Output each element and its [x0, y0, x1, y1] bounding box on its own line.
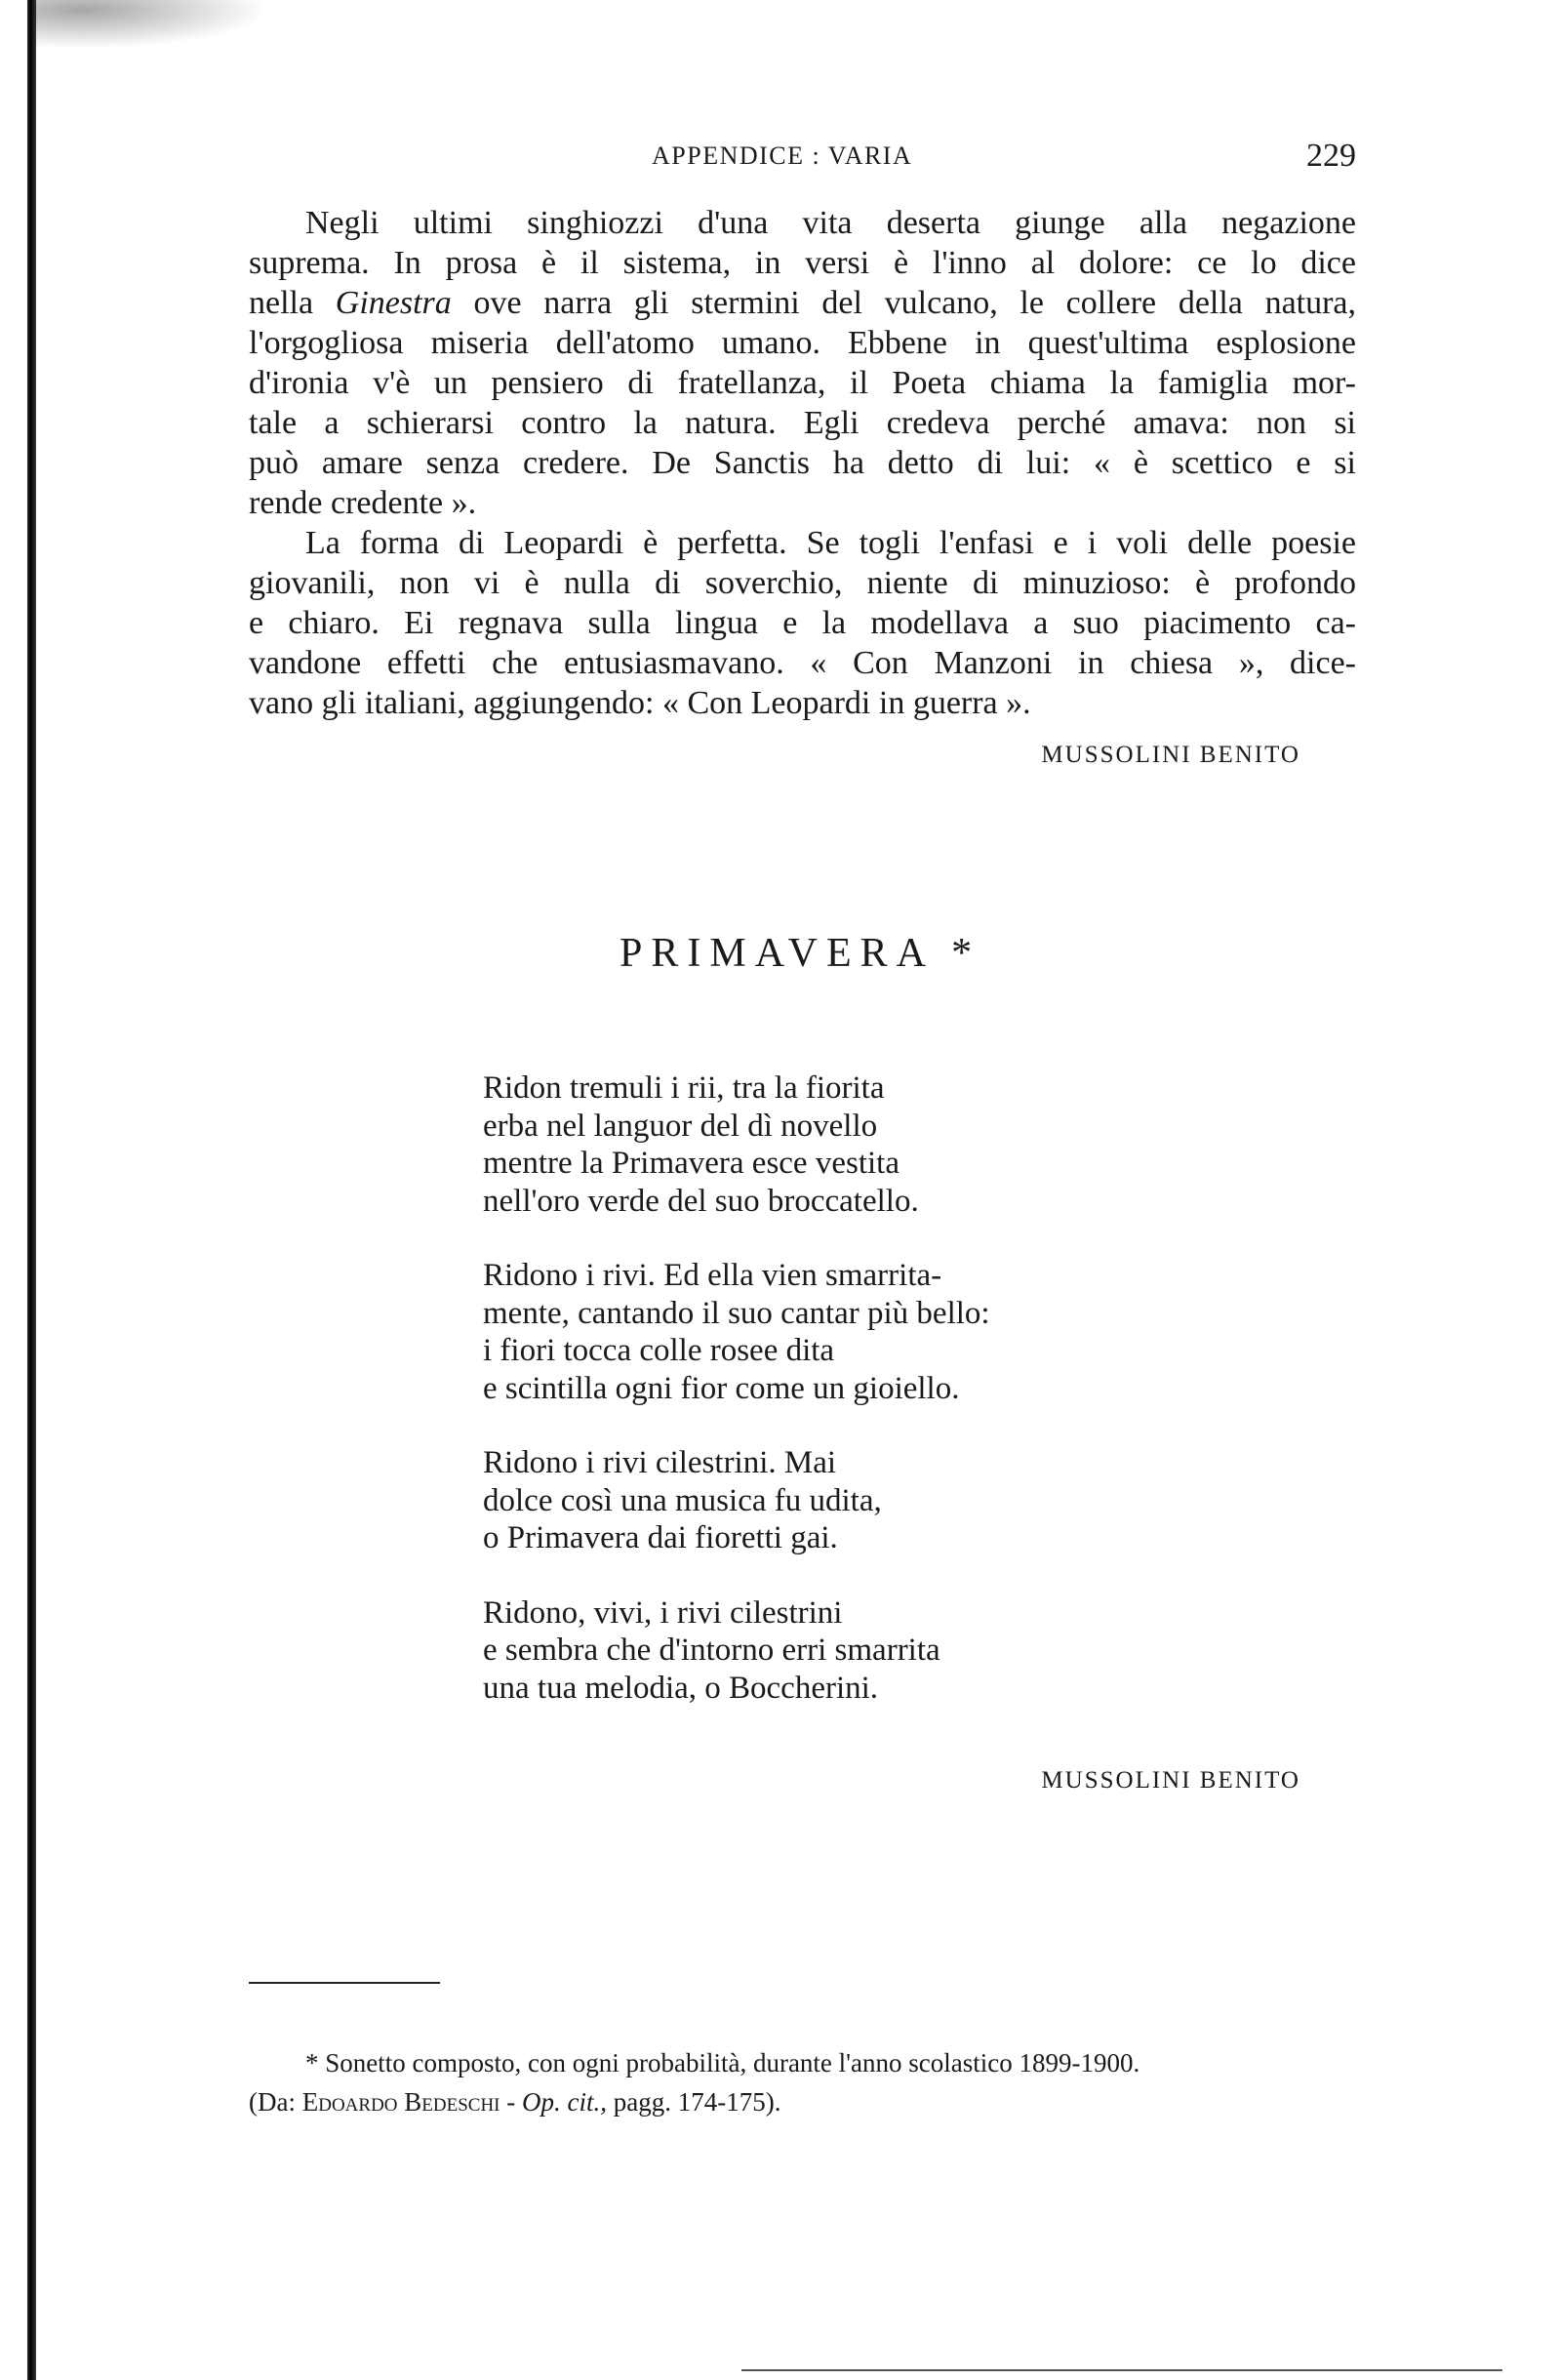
text-line: rende credente ». — [249, 485, 477, 521]
verse-line: Ridono i rivi cilestrini. Mai — [483, 1445, 837, 1480]
verse-line: e scintilla ogni fior come un gioiello. — [483, 1370, 960, 1406]
stanza — [483, 1444, 990, 1557]
footnote-prefix: (Da: — [249, 2087, 296, 2117]
footnote — [249, 2043, 1356, 2121]
running-title: APPENDICE : VARIA — [652, 141, 913, 170]
scan-edge-line — [741, 2369, 1502, 2371]
signature: MUSSOLINI BENITO — [1041, 742, 1300, 768]
text-line: La forma di Leopardi è perfetta. Se togli l'enfasi e i voli delle poesie — [305, 525, 1356, 561]
text-fragment: nella — [249, 285, 314, 321]
text-line: Negli ultimi singhiozzi d'una vita deserta giunge alla negazione — [305, 205, 1356, 241]
footnote-line — [249, 2082, 1356, 2121]
binding-edge — [27, 0, 36, 2380]
text-line: può amare senza credere. De Sanctis ha detto di lui: « è scettico e si — [249, 445, 1356, 481]
poem-title: PRIMAVERA * — [620, 931, 981, 976]
work-title: Ginestra — [335, 285, 452, 321]
text-line: l'orgogliosa miseria dell'atomo umano. Ebbene in quest'ultima esplosione — [249, 325, 1356, 361]
verse-line: Ridon tremuli i rii, tra la fiorita — [483, 1070, 885, 1106]
verse-line: erba nel languor del dì novello — [483, 1108, 878, 1144]
stanza — [483, 1069, 990, 1220]
verse-line: o Primavera dai fioretti gai. — [483, 1520, 838, 1555]
verse-line: Ridono, vivi, i rivi cilestrini — [483, 1594, 843, 1631]
text-line — [249, 283, 1356, 323]
verse-line: una tua melodia, o Boccherini. — [483, 1670, 879, 1706]
footnote-pages: pagg. 174-175). — [613, 2087, 781, 2117]
text-line: vandone effetti che entusiasmavano. « Con Manzoni in chiesa », dice- — [249, 645, 1356, 681]
text-line: suprema. In prosa è il sistema, in versi è l'inno al dolore: ce lo dice — [249, 245, 1356, 281]
text-line: vano gli italiani, aggiungendo: « Con Leopardi in guerra ». — [249, 685, 1031, 721]
footnote-divider — [249, 1982, 440, 1984]
paragraph-2 — [249, 523, 1356, 723]
text-line: d'ironia v'è un pensiero di fratellanza, il Poeta chiama la famiglia mor- — [249, 365, 1356, 401]
verse-line: i fiori tocca colle rosee dita — [483, 1333, 835, 1368]
footnote-dash: - — [506, 2087, 516, 2117]
stanza — [483, 1257, 990, 1407]
poem — [483, 1069, 990, 1744]
page-number: 229 — [1306, 138, 1356, 174]
scan-smudge — [35, 0, 269, 49]
stanza — [483, 1594, 990, 1708]
running-head — [249, 138, 1356, 181]
paragraph-1 — [249, 203, 1356, 523]
verse-line: nell'oro verde del suo broccatello. — [483, 1183, 919, 1219]
verse-line: dolce così una musica fu udita, — [483, 1482, 882, 1518]
signature: MUSSOLINI BENITO — [1041, 1767, 1300, 1794]
verse-line: e sembra che d'intorno erri smarrita — [483, 1633, 940, 1668]
text-fragment: ove narra gli stermini del vulcano, le collere della natura, — [473, 285, 1357, 321]
verse-line: mente, cantando il suo cantar più bello: — [483, 1295, 990, 1331]
verse-line: Ridono i rivi. Ed ella vien smarrita- — [483, 1258, 942, 1293]
text-line: e chiaro. Ei regnava sulla lingua e la modellava a suo piacimento ca- — [249, 605, 1356, 641]
prose-text — [249, 203, 1356, 723]
footnote-work: Op. cit., — [522, 2087, 607, 2117]
text-line: giovanili, non vi è nulla di soverchio, niente di minuzioso: è profondo — [249, 565, 1356, 601]
verse-line: mentre la Primavera esce vestita — [483, 1146, 899, 1181]
footnote-author: Edoardo Bedeschi — [301, 2087, 500, 2117]
footnote-line: * Sonetto composto, con ogni probabilità, durante l'anno scolastico 1899-1900. — [305, 2048, 1140, 2077]
text-line: tale a schierarsi contro la natura. Egli credeva perché amava: non si — [249, 405, 1356, 441]
